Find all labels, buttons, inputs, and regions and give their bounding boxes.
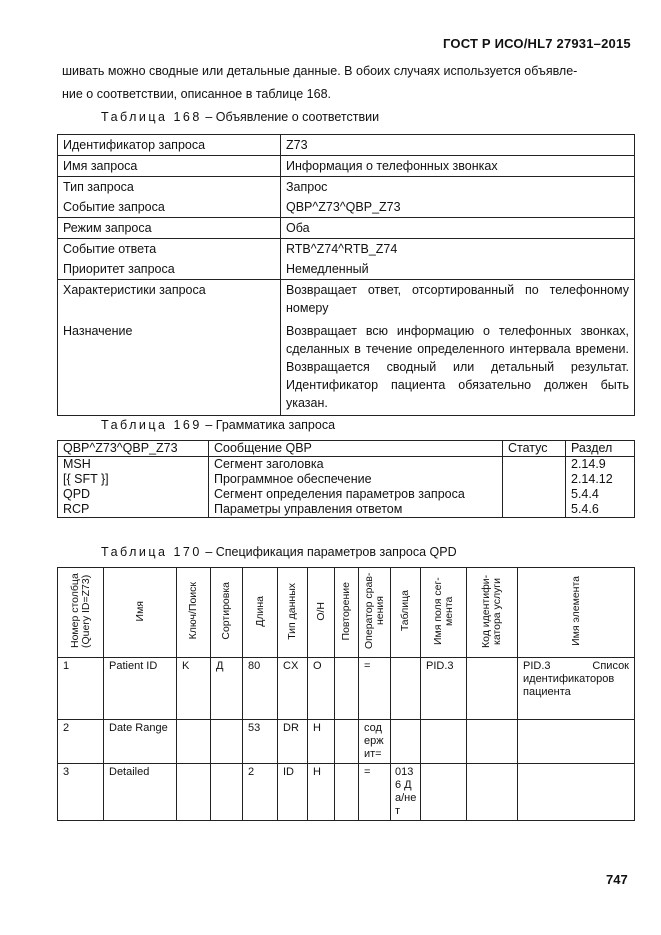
table-cell [211,764,243,821]
table-row [58,197,635,218]
table-cell: CX [278,658,308,720]
header-cell [467,568,518,658]
table-cell: 0136 Да/нет [391,764,421,821]
table-cell: 2 [58,720,104,764]
header-cell [243,568,278,658]
table-169-caption [101,418,335,432]
table-cell: Сегмент заголовка [209,457,503,473]
table-cell-value: Z73 [281,135,635,156]
header-text: Повторение [340,581,352,641]
header-text: Имя поля сег-мента [431,577,455,645]
table-cell-label: Имя запроса [58,156,281,177]
header-text: Сортировка [220,582,232,640]
table-cell [391,658,421,720]
table-cell [335,720,359,764]
header-cell [335,568,359,658]
table-cell-value: Оба [281,218,635,239]
table-cell-value: Запрос [281,177,635,198]
table-row [58,764,635,821]
table-row [58,487,635,502]
header-text: Имя элемента [569,576,582,646]
table-cell [421,720,467,764]
table-cell: содержит= [359,720,391,764]
table-row [58,457,635,473]
table-cell: K [177,658,211,720]
table-cell: RCP [58,502,209,518]
table-cell: Д [211,658,243,720]
table-row [58,658,635,720]
table-cell-label: Приоритет запроса [58,259,281,280]
header-cell [58,568,104,658]
table-cell-value: QBP^Z73^QBP_Z73 [281,197,635,218]
table-cell: 5.4.4 [566,487,635,502]
header-text: Имя [133,600,146,622]
table-row [58,177,635,198]
table-cell-value: RTB^Z74^RTB_Z74 [281,239,635,260]
table-cell [503,502,566,518]
table-cell [518,764,635,821]
table-cell [503,472,566,487]
table-cell [421,764,467,821]
table-169-number: Таблица 169 [101,418,202,432]
table-header-row [58,568,635,658]
table-cell-label: Идентификатор запроса [58,135,281,156]
table-cell [211,720,243,764]
header-cell [359,568,391,658]
table-row [58,259,635,280]
table-170 [57,567,635,821]
table-cell: QPD [58,487,209,502]
table-cell [467,764,518,821]
header-cell [518,568,635,658]
table-cell: = [359,658,391,720]
table-cell [503,487,566,502]
header-cell: Статус [503,441,566,457]
table-cell-value: Немедленный [281,259,635,280]
table-170-title: – Спецификация параметров запроса QPD [205,545,457,559]
header-cell: Раздел [566,441,635,457]
table-row [58,156,635,177]
table-cell [503,457,566,473]
table-cell: O [308,658,335,720]
table-cell: 80 [243,658,278,720]
document-header: ГОСТ Р ИСО/HL7 27931–2015 [443,36,631,51]
table-cell: 2.14.9 [566,457,635,473]
table-cell [467,720,518,764]
table-cell: H [308,764,335,821]
table-169-title: – Грамматика запроса [205,418,336,432]
header-cell: Сообщение QBP [209,441,503,457]
table-168-title: – Объявление о соответствии [205,110,380,124]
table-cell-label: Событие ответа [58,239,281,260]
table-cell: MSH [58,457,209,473]
intro-line-2: ние о соответствии, описанное в таблице 168. [62,87,332,101]
table-cell: = [359,764,391,821]
table-cell-label: Характеристики запроса [58,280,281,319]
table-cell-value: Информация о телефонных звонках [281,156,635,177]
table-cell: Сегмент определения параметров запроса [209,487,503,502]
table-cell: ID [278,764,308,821]
table-cell: 5.4.6 [566,502,635,518]
table-cell: Detailed [104,764,177,821]
header-cell [177,568,211,658]
table-169 [57,440,635,518]
table-168 [57,134,635,416]
table-170-caption [101,545,457,559]
table-cell [335,658,359,720]
table-row [58,280,635,319]
table-cell-label: Назначение [58,318,281,416]
header-text: Номер столбца (Query ID=Z73) [68,573,92,649]
table-cell-label: Событие запроса [58,197,281,218]
header-cell: QBP^Z73^QBP_Z73 [58,441,209,457]
table-cell: H [308,720,335,764]
table-cell: 2.14.12 [566,472,635,487]
header-cell [421,568,467,658]
table-cell [335,764,359,821]
header-text: О/Н [314,601,327,621]
table-cell-value: Возвращает ответ, отсортированный по телефонному номеру [281,280,635,319]
table-row [58,318,635,416]
table-cell: PID.3 [421,658,467,720]
table-cell: PID.3 Список идентификаторов пациента [518,658,635,720]
table-cell: 2 [243,764,278,821]
header-text: Код идентифи-катора услуги [480,574,503,648]
table-cell: 53 [243,720,278,764]
table-170-number: Таблица 170 [101,545,202,559]
table-row [58,239,635,260]
table-cell: Date Range [104,720,177,764]
table-cell [467,658,518,720]
table-cell: Patient ID [104,658,177,720]
header-text: Тип данных [286,582,298,640]
table-cell [177,764,211,821]
table-row [58,472,635,487]
table-header-row [58,441,635,457]
page-number: 747 [606,872,628,887]
table-cell [391,720,421,764]
header-text: Таблица [399,590,411,632]
table-cell: 1 [58,658,104,720]
table-cell: [{ SFT }] [58,472,209,487]
table-cell [177,720,211,764]
table-cell-value: Возвращает всю информацию о телефонных звонках, сделанных в течение определенного интервала времени. Возвращается сводный или детальный результат. Идентификатор пациента обязательно должен быть указан. [281,318,635,416]
table-cell-label: Режим запроса [58,218,281,239]
table-row [58,218,635,239]
table-row [58,135,635,156]
intro-line-1: шивать можно сводные или детальные данные. В обоих случаях используется объявле- [62,64,578,78]
table-row [58,502,635,518]
header-cell [104,568,177,658]
table-cell: Параметры управления ответом [209,502,503,518]
header-cell [211,568,243,658]
table-cell: Программное обеспечение [209,472,503,487]
header-text: Ключ/Поиск [187,582,199,640]
table-168-number: Таблица 168 [101,110,202,124]
table-row [58,720,635,764]
header-cell [391,568,421,658]
header-cell [308,568,335,658]
table-168-caption [101,110,379,124]
table-cell [518,720,635,764]
header-cell [278,568,308,658]
table-cell-label: Тип запроса [58,177,281,198]
header-text: Длина [253,595,266,627]
table-cell: DR [278,720,308,764]
table-cell: 3 [58,764,104,821]
header-text: Оператор срав-нения [362,572,386,650]
